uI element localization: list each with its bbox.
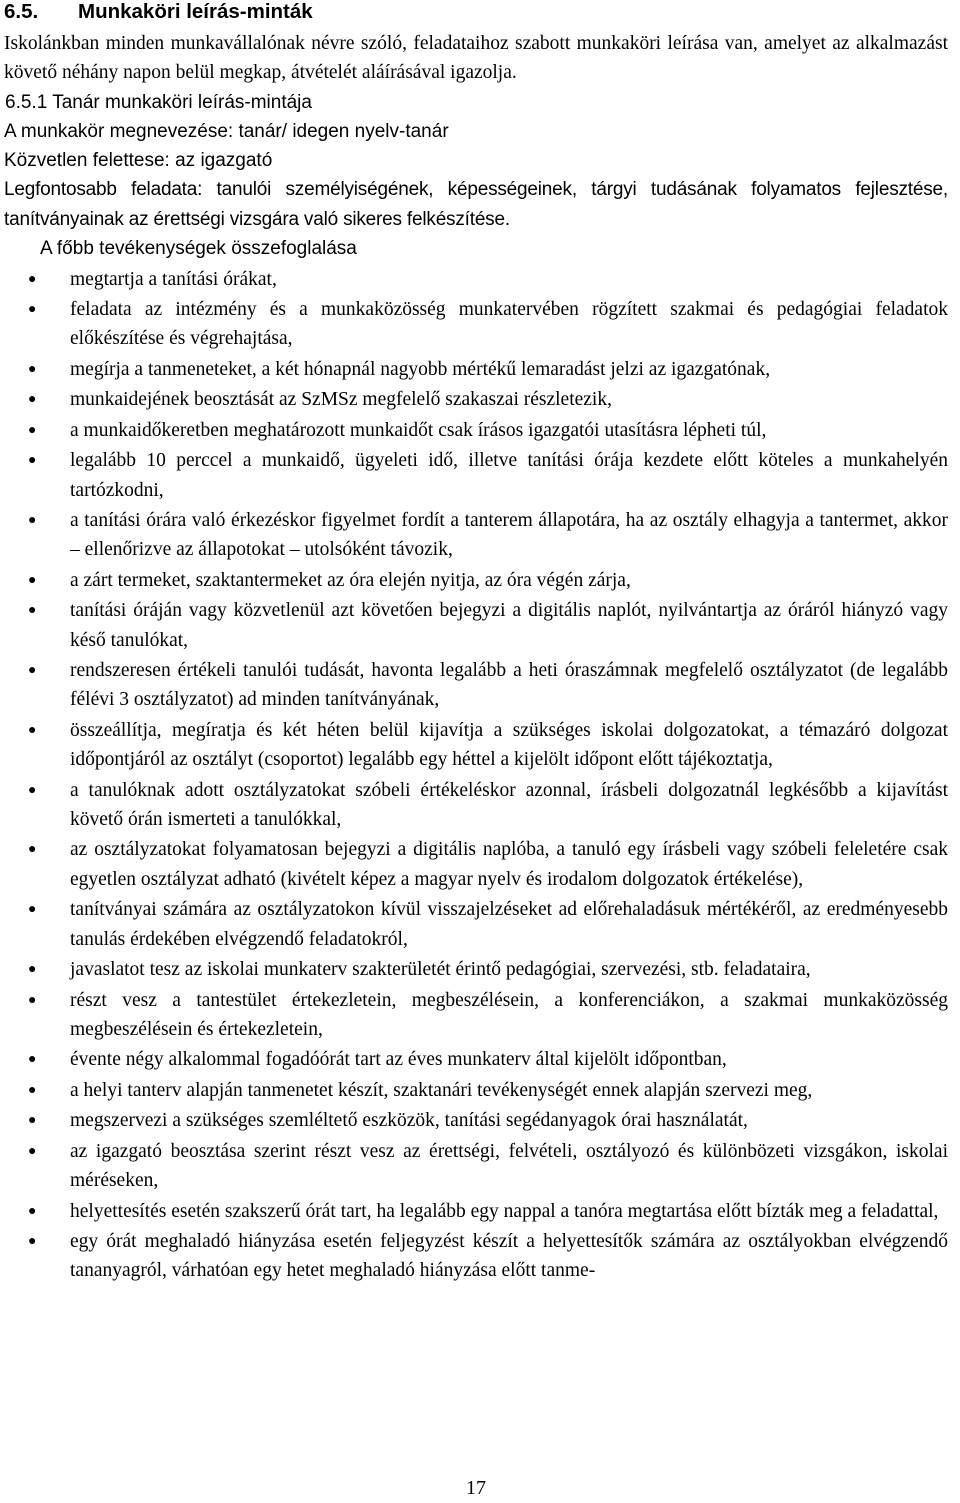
bullet-icon: ● [28, 782, 37, 798]
list-item [4, 596, 948, 655]
list-item [4, 1106, 948, 1135]
page-number: 17 [466, 1477, 486, 1499]
bullet-icon: ● [28, 842, 37, 858]
list-item [4, 446, 948, 505]
bullet-icon: ● [28, 1203, 37, 1219]
document-page [4, 0, 948, 1286]
list-item-text: az igazgató beosztása szerint részt vesz az érettségi, felvételi, osztályozó és különbözeti vizsgákon, iskolai méréseken, [70, 1140, 948, 1192]
list-item-text: helyettesítés esetén szakszerű órát tart, ha legalább egy nappal a tanóra megtartása előtt bízták meg a feladattal, [70, 1200, 939, 1222]
list-item [4, 416, 948, 445]
list-item-text: feladata az intézmény és a munkaközösség munkatervében rögzített szakmai és pedagógiai feladatok előkészítése és végrehajtása, [70, 299, 948, 350]
list-item-text: a tanítási órára való érkezéskor figyelmet fordít a tanterem állapotára, ha az osztály elhagyja a tantermet, akkor – ellenőrizve az állapotokat – utolsóként távozik, [70, 510, 948, 561]
list-item-text: a tanulóknak adott osztályzatokat szóbeli értékeléskor azonnal, írásbeli dolgozatnál legkésőbb a kijavítást követő órán ismerteti a tanulókkal, [70, 779, 948, 830]
bullet-icon: ● [28, 1113, 37, 1129]
bullet-icon: ● [28, 603, 37, 619]
list-item [4, 355, 948, 384]
bullet-icon: ● [28, 992, 37, 1008]
bullet-icon: ● [28, 902, 37, 918]
list-item-text: rendszeresen értékeli tanulói tudását, havonta legalább a heti óraszámnak megfelelő osztályzatot (de legalább félévi 3 osztályzatot) ad minden tanítványának, [70, 660, 948, 711]
list-item-text: a munkaidőkeretben meghatározott munkaidőt csak írásos igazgatói utasításra lépheti túl, [70, 419, 767, 441]
list-item [4, 295, 948, 354]
list-item [4, 1197, 948, 1226]
list-item [4, 955, 948, 984]
list-item [4, 1076, 948, 1105]
subsection-title: 6.5.1 Tanár munkaköri leírás-mintája [5, 91, 312, 113]
bullet-icon: ● [28, 302, 37, 318]
task-list [4, 265, 948, 1286]
bullet-icon: ● [28, 453, 37, 469]
bullet-icon: ● [28, 422, 37, 438]
summary-title: A főbb tevékenységek összefoglalása [40, 238, 357, 260]
list-item-text: egy órát meghaladó hiányzása esetén feljegyzést készít a helyettesítők számára az osztályokban elvégzendő tananyagról, várhatóan egy hetet meghaladó hiányzása előtt tanme- [70, 1231, 948, 1282]
list-item [4, 835, 948, 894]
list-item [4, 265, 948, 294]
bullet-icon: ● [28, 1082, 37, 1098]
bullet-icon: ● [28, 722, 37, 738]
bullet-icon: ● [28, 962, 37, 978]
list-item-text: összeállítja, megíratja és két héten belül kijavítja a szükséges iskolai dolgozatokat, a témazáró dolgozat időpontjáról az osztályt (csoportot) legalább egy héttel a kijelölt időpont előtt tájékoztatja, [70, 719, 948, 771]
list-item-text: megtartja a tanítási órákat, [70, 268, 277, 290]
list-item [4, 716, 948, 775]
section-title: Munkaköri leírás-minták [78, 0, 313, 23]
bullet-icon: ● [28, 572, 37, 588]
list-item-text: munkaidejének beosztását az SzMSz megfelelő szakaszai részletezik, [70, 389, 612, 411]
list-item-text: az osztályzatokat folyamatosan bejegyzi a digitális naplóba, a tanuló egy írásbeli vagy szóbeli feleletére csak egyetlen osztályzat adható (kivételt képez a magyar nyelv és irodalom dolgozatok értékelése), [70, 839, 948, 890]
section-heading [4, 0, 948, 29]
list-item [4, 776, 948, 835]
list-item-text: megírja a tanmeneteket, a két hónapnál nagyobb mértékű lemaradást jelzi az igazgatónak, [70, 358, 771, 380]
section-number: 6.5. [4, 0, 39, 23]
list-item-text: javaslatot tesz az iskolai munkaterv szakterületét érintő pedagógiai, szervezési, stb. feladataira, [70, 959, 811, 981]
list-item-text: tanítási óráján vagy közvetlenül azt követően bejegyzi a digitális naplót, nyilvántartja az óráról hiányzó vagy késő tanulókat, [70, 600, 948, 651]
list-item-text: megszervezi a szükséges szemléltető eszközök, tanítási segédanyagok órai használatát, [70, 1110, 748, 1132]
list-item-text: a zárt termeket, szaktantermeket az óra elején nyitja, az óra végén zárja, [70, 569, 631, 591]
list-item-text: legalább 10 perccel a munkaidő, ügyeleti idő, illetve tanítási órája kezdete előtt köteles a munkahelyén tartózkodni, [70, 450, 948, 501]
list-item [4, 506, 948, 565]
intro-paragraph: Iskolánkban minden munkavállalónak névre szóló, feladataihoz szabott munkaköri leírása van, amelyet az alkalmazást követő néhány napon belül megkap, átvételét aláírásával igazolja. [4, 33, 948, 84]
main-task-paragraph: Legfontosabb feladata: tanulói személyiségének, képességeinek, tárgyi tudásának folyamatos fejlesztése, tanítványainak az érettségi vizsgára való sikeres felkészítése. [4, 179, 948, 230]
bullet-icon: ● [28, 1234, 37, 1249]
bullet-icon: ● [28, 1143, 37, 1159]
job-name-line: A munkakör megnevezése: tanár/ idegen nyelv-tanár [4, 120, 449, 142]
list-item [4, 895, 948, 954]
bullet-icon: ● [28, 1052, 37, 1068]
bullet-icon: ● [28, 663, 37, 679]
bullet-icon: ● [28, 361, 37, 377]
bullet-icon: ● [28, 513, 37, 529]
list-item [4, 1137, 948, 1196]
list-item-text: évente négy alkalommal fogadóórát tart az éves munkaterv által kijelölt időpontban, [70, 1049, 727, 1071]
bullet-icon: ● [28, 271, 37, 287]
list-item-text: részt vesz a tantestület értekezletein, megbeszélésein, a konferenciákon, a szakmai munkaközösség megbeszélésein és értekezletein, [70, 989, 948, 1040]
bullet-icon: ● [28, 392, 37, 408]
list-item [4, 656, 948, 715]
supervisor-line: Közvetlen felettese: az igazgató [4, 150, 273, 172]
list-item-text: a helyi tanterv alapján tanmenetet készít, szaktanári tevékenységét ennek alapján szervezi meg, [70, 1079, 813, 1101]
list-item [4, 1045, 948, 1074]
list-item [4, 385, 948, 414]
list-item [4, 986, 948, 1045]
list-item [4, 566, 948, 595]
list-item-text: tanítványai számára az osztályzatokon kívül visszajelzéseket ad előrehaladásuk mértékéről, az eredményesebb tanulás érdekében elvégzendő feladatokról, [70, 899, 948, 950]
list-item [4, 1227, 948, 1286]
